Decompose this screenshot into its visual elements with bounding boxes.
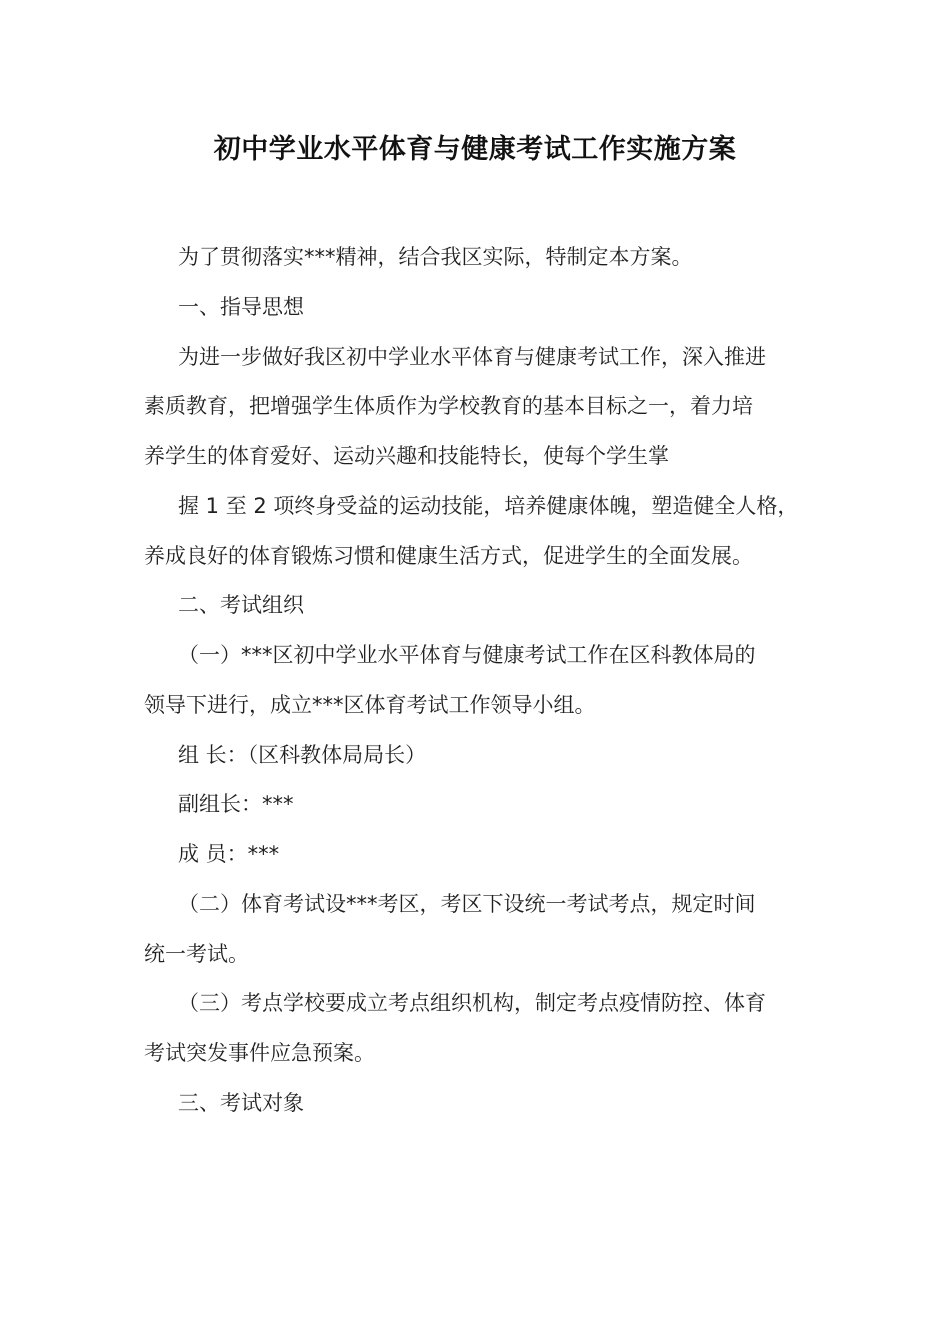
- paragraph-line: 握 1 至 2 项终身受益的运动技能，培养健康体魄，塑造健全人格，: [178, 494, 799, 518]
- section-heading-3: 三、考试对象: [178, 1091, 304, 1115]
- paragraph-line: 统一考试。: [144, 942, 249, 966]
- members-line: 成 员：***: [178, 842, 280, 866]
- paragraph-line: （二）体育考试设***考区，考区下设统一考试考点，规定时间: [178, 892, 756, 916]
- section-heading-2: 二、考试组织: [178, 593, 304, 617]
- paragraph-line: 为进一步做好我区初中学业水平体育与健康考试工作，深入推进: [178, 345, 766, 369]
- paragraph-line: （三）考点学校要成立考点组织机构，制定考点疫情防控、体育: [178, 991, 766, 1015]
- paragraph-intro: 为了贯彻落实***精神，结合我区实际，特制定本方案。: [178, 245, 693, 269]
- paragraph-line: 养学生的体育爱好、运动兴趣和技能特长，使每个学生掌: [144, 444, 669, 468]
- group-leader-line: 组 长：（区科教体局局长）: [178, 743, 427, 767]
- deputy-leader-line: 副组长：***: [178, 792, 294, 816]
- paragraph-line: 考试突发事件应急预案。: [144, 1041, 375, 1065]
- paragraph-line: 素质教育，把增强学生体质作为学校教育的基本目标之一，着力培: [144, 394, 753, 418]
- paragraph-line: 养成良好的体育锻炼习惯和健康生活方式，促进学生的全面发展。: [144, 544, 753, 568]
- paragraph-line: （一）***区初中学业水平体育与健康考试工作在区科教体局的: [178, 643, 756, 667]
- section-heading-1: 一、指导思想: [178, 295, 304, 319]
- document-title: 初中学业水平体育与健康考试工作实施方案: [213, 134, 737, 165]
- paragraph-line: 领导下进行，成立***区体育考试工作领导小组。: [144, 693, 596, 717]
